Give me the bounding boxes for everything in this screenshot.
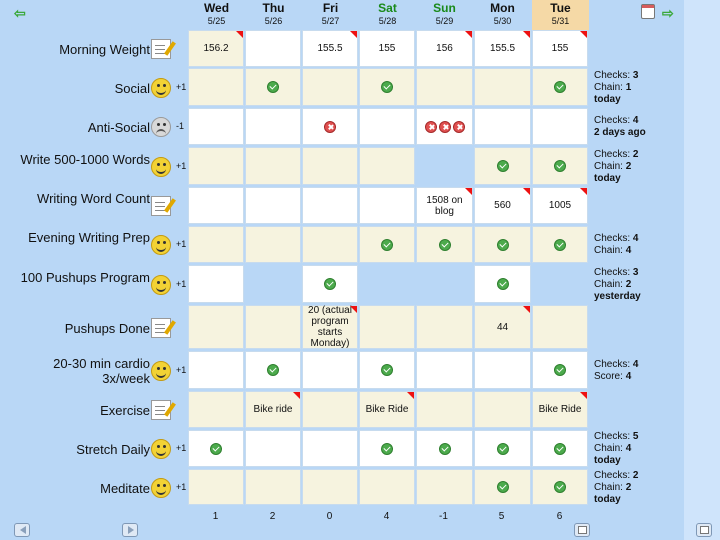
habit-cell[interactable]	[302, 430, 358, 467]
smiley-face-icon[interactable]	[151, 439, 171, 459]
stat-line	[594, 82, 638, 94]
habit-cell[interactable]	[188, 391, 244, 428]
habit-label[interactable]: Write 500-1000 Words	[20, 151, 150, 167]
habit-cell[interactable]	[188, 305, 244, 349]
stat-value: 3	[632, 266, 639, 278]
habit-cell[interactable]	[474, 187, 531, 224]
habit-cell[interactable]	[474, 265, 531, 303]
habit-cell[interactable]	[302, 68, 358, 106]
note-flag-icon	[350, 306, 357, 313]
day-header-sat	[359, 0, 416, 30]
stat-key: Chain:	[594, 81, 626, 93]
frown-face-icon[interactable]	[151, 117, 171, 137]
habit-cell[interactable]	[416, 265, 473, 303]
notepad-icon[interactable]	[151, 39, 171, 59]
check-icon	[324, 278, 336, 290]
habit-score: +1	[176, 278, 187, 289]
note-flag-icon	[407, 392, 414, 399]
habit-score: +1	[176, 239, 187, 249]
note-flag-icon	[523, 31, 530, 38]
habit-score: +1	[176, 481, 187, 492]
check-icon	[554, 81, 566, 93]
stat-key: Checks:	[594, 266, 633, 278]
habit-cell[interactable]	[188, 430, 244, 467]
stat-line	[594, 94, 638, 106]
stat-value: 4	[632, 358, 639, 370]
habit-cell[interactable]	[359, 351, 415, 389]
note-flag-icon	[580, 188, 587, 195]
cell-value: Bike Ride	[538, 404, 582, 415]
habit-cell[interactable]	[188, 226, 244, 263]
habit-cell[interactable]	[416, 68, 473, 106]
habit-cell[interactable]	[359, 68, 415, 106]
habit-label[interactable]: Evening Writing Prep	[28, 230, 150, 245]
x-mark-icon	[453, 121, 465, 133]
check-icon	[381, 239, 393, 251]
stat-line	[594, 494, 638, 506]
habit-cell[interactable]	[302, 147, 358, 185]
check-icon	[439, 239, 451, 251]
stat-line	[594, 291, 641, 303]
habit-score: +1	[176, 160, 187, 171]
day-total: -1	[439, 511, 448, 522]
habit-cell[interactable]	[359, 187, 415, 224]
stat-line	[594, 173, 638, 185]
stat-line	[594, 245, 638, 257]
day-date: 5/27	[321, 16, 340, 26]
stat-key: Checks:	[594, 69, 633, 81]
habit-label[interactable]: 20-30 min cardio 3x/week	[53, 355, 150, 386]
stat-value: 4	[632, 233, 639, 244]
day-header-fri	[302, 0, 359, 30]
habit-cell[interactable]	[474, 430, 531, 467]
stat-line	[594, 161, 638, 173]
smiley-face-icon[interactable]	[151, 157, 171, 177]
habit-cell[interactable]	[416, 430, 473, 467]
stat-value: yesterday	[594, 290, 641, 302]
day-header-thu	[245, 0, 302, 30]
stat-key: Chain:	[594, 481, 626, 493]
stat-line	[594, 115, 646, 127]
habit-cell[interactable]	[302, 469, 358, 505]
habit-cell[interactable]	[245, 187, 301, 224]
stat-line	[594, 233, 638, 245]
habit-cell[interactable]	[302, 226, 358, 263]
habit-cell[interactable]	[245, 30, 301, 67]
habit-cell[interactable]	[474, 305, 531, 349]
note-flag-icon	[293, 392, 300, 399]
habit-label[interactable]: Writing Word Count	[37, 191, 150, 206]
habit-cell[interactable]	[188, 265, 244, 303]
stat-line	[594, 482, 638, 494]
stat-value: today	[594, 93, 621, 105]
day-header-mon	[474, 0, 531, 30]
habit-cell[interactable]	[532, 265, 588, 303]
habit-label[interactable]: Morning Weight	[59, 42, 150, 57]
cell-value: 44	[496, 321, 509, 333]
habit-stats	[594, 233, 638, 257]
habit-cell[interactable]	[416, 351, 473, 389]
stat-value: 2	[625, 160, 632, 172]
smiley-face-icon[interactable]	[151, 478, 171, 498]
habit-cell[interactable]	[359, 30, 415, 67]
habit-cell[interactable]	[245, 351, 301, 389]
cell-value: 155.5	[489, 43, 516, 54]
habit-cell[interactable]	[188, 30, 244, 67]
x-mark-icon	[439, 121, 451, 133]
habit-score: +1	[176, 81, 187, 92]
habit-cell[interactable]	[188, 351, 244, 389]
cell-value: 1005	[548, 200, 572, 211]
check-icon	[497, 481, 509, 493]
habit-cell[interactable]	[474, 108, 531, 145]
stat-value: 4	[632, 115, 639, 126]
habit-cell[interactable]	[245, 469, 301, 505]
day-total: 4	[383, 511, 390, 522]
habit-label[interactable]: Anti-Social	[87, 120, 150, 135]
stat-value: 2	[625, 278, 632, 290]
habit-cell[interactable]	[188, 108, 244, 145]
stat-key: Chain:	[594, 443, 626, 454]
habit-cell[interactable]	[302, 391, 358, 428]
stat-key: Checks:	[594, 148, 633, 160]
day-name: Wed	[203, 1, 230, 15]
cell-value: 20 (actual program starts Monday)	[308, 305, 352, 349]
check-icon	[554, 481, 566, 493]
right-margin-panel	[684, 0, 720, 540]
smiley-face-icon[interactable]	[151, 275, 171, 295]
habit-cell[interactable]	[532, 108, 588, 145]
day-date: 5/30	[493, 16, 512, 26]
habit-cell[interactable]	[474, 469, 531, 505]
cell-value: Bike ride	[253, 404, 293, 415]
check-icon	[439, 443, 451, 455]
stat-key: Chain:	[594, 278, 626, 290]
habit-stats	[594, 149, 638, 185]
habit-cell[interactable]	[302, 187, 358, 224]
day-date: 5/28	[378, 16, 397, 26]
day-header-sun	[416, 0, 473, 30]
check-icon	[497, 160, 509, 172]
day-date: 5/29	[435, 16, 454, 26]
day-header-tue	[532, 0, 589, 30]
habit-cell[interactable]	[245, 265, 301, 303]
habit-label[interactable]: Pushups Done	[64, 320, 150, 336]
stat-key: Checks:	[594, 431, 633, 442]
habit-cell[interactable]	[188, 68, 244, 106]
scroll-left-button[interactable]	[14, 523, 30, 537]
smiley-face-icon[interactable]	[151, 361, 171, 381]
habit-cell[interactable]	[245, 147, 301, 185]
day-total: 0	[326, 511, 333, 522]
note-flag-icon	[523, 306, 530, 313]
check-icon	[497, 443, 509, 455]
habit-cell[interactable]	[359, 108, 415, 145]
stat-line	[594, 127, 646, 139]
x-mark-icon	[324, 121, 336, 133]
habit-cell[interactable]	[245, 68, 301, 106]
stat-value: 4	[625, 370, 632, 382]
day-date: 5/31	[551, 16, 570, 26]
habit-cell[interactable]	[532, 391, 588, 428]
day-header-wed	[188, 0, 245, 30]
check-icon	[554, 364, 566, 376]
habit-score: +1	[176, 443, 187, 453]
stat-key: Checks:	[594, 115, 633, 126]
stat-key: Chain:	[594, 160, 626, 172]
habit-cell[interactable]	[245, 305, 301, 349]
habit-cell[interactable]	[359, 391, 415, 428]
cell-value: 155	[378, 43, 396, 54]
habit-stats	[594, 70, 638, 106]
habit-cell[interactable]	[532, 305, 588, 349]
check-icon	[554, 239, 566, 251]
habit-cell[interactable]	[302, 305, 358, 349]
x-mark-icon	[425, 121, 437, 133]
day-total: 1	[212, 511, 219, 522]
stat-value: 2	[632, 148, 639, 160]
previous-week-arrow-icon[interactable]: ⇦	[14, 5, 26, 21]
check-icon	[210, 443, 222, 455]
habit-cell[interactable]	[302, 265, 358, 303]
smiley-face-icon[interactable]	[151, 78, 171, 98]
cell-value: 155.5	[317, 43, 343, 54]
stat-value: 3	[632, 69, 639, 81]
cell-value: 155	[551, 43, 569, 54]
calendar-icon[interactable]	[641, 4, 655, 19]
stat-key: Checks:	[594, 358, 633, 370]
habit-cell[interactable]	[474, 30, 531, 67]
habit-cell[interactable]	[532, 430, 588, 467]
habit-label[interactable]: Social	[114, 80, 150, 96]
stat-value: today	[594, 493, 621, 505]
stat-value: today	[594, 172, 621, 184]
note-flag-icon	[465, 188, 472, 195]
next-week-arrow-icon[interactable]: ⇨	[662, 5, 674, 21]
habit-cell[interactable]	[416, 469, 473, 505]
habit-cell[interactable]	[416, 226, 473, 263]
stat-value: 1	[625, 81, 632, 93]
habit-cell[interactable]	[416, 187, 473, 224]
habit-cell[interactable]	[359, 265, 415, 303]
habit-cell[interactable]	[416, 108, 473, 145]
habit-cell[interactable]	[532, 226, 588, 263]
day-date: 5/25	[207, 16, 226, 26]
stat-line	[594, 279, 641, 291]
check-icon	[381, 81, 393, 93]
day-total: 5	[498, 511, 505, 522]
habit-cell[interactable]	[359, 469, 415, 505]
resize-button[interactable]	[696, 523, 712, 537]
habit-cell[interactable]	[245, 226, 301, 263]
note-flag-icon	[236, 31, 243, 38]
habit-cell[interactable]	[532, 30, 588, 67]
check-icon	[267, 81, 279, 93]
stat-value: 2	[625, 481, 632, 493]
habit-cell[interactable]	[245, 391, 301, 428]
habit-cell[interactable]	[188, 187, 244, 224]
day-total: 2	[269, 511, 276, 522]
stat-key: Chain:	[594, 245, 626, 256]
check-icon	[381, 443, 393, 455]
habit-cell[interactable]	[532, 147, 588, 185]
habit-cell[interactable]	[302, 30, 358, 67]
habit-cell[interactable]	[474, 147, 531, 185]
stat-line	[594, 371, 638, 383]
habit-cell[interactable]	[474, 68, 531, 106]
stat-value: 4	[625, 443, 632, 454]
day-name: Sat	[378, 1, 397, 15]
habit-cell[interactable]	[532, 469, 588, 505]
day-total: 6	[556, 511, 563, 522]
habit-score: -1	[176, 121, 185, 131]
cell-value: 1508 on blog	[426, 194, 463, 217]
check-icon	[497, 278, 509, 290]
day-name: Fri	[322, 1, 339, 15]
note-flag-icon	[580, 392, 587, 399]
habit-cell[interactable]	[532, 187, 588, 224]
stat-key: Checks:	[594, 469, 633, 481]
habit-cell[interactable]	[302, 351, 358, 389]
habit-cell[interactable]	[245, 430, 301, 467]
check-icon	[381, 364, 393, 376]
check-icon	[554, 160, 566, 172]
habit-label[interactable]: Stretch Daily	[76, 442, 150, 457]
habit-cell[interactable]	[416, 147, 473, 185]
note-flag-icon	[580, 31, 587, 38]
notepad-icon[interactable]	[151, 400, 171, 420]
habit-cell[interactable]	[416, 30, 473, 67]
habit-cell[interactable]	[474, 351, 531, 389]
notepad-icon[interactable]	[151, 196, 171, 216]
stat-value: 5	[632, 431, 639, 442]
stat-line	[594, 443, 638, 455]
stat-key: Score:	[594, 370, 626, 382]
habit-cell[interactable]	[532, 68, 588, 106]
stat-value: 4	[625, 245, 632, 256]
day-name: Sun	[433, 1, 456, 15]
day-name: Mon	[490, 1, 515, 15]
check-icon	[554, 443, 566, 455]
stat-value: 2 days ago	[594, 127, 646, 138]
habit-label[interactable]: 100 Pushups Program	[20, 269, 150, 285]
stat-line	[594, 267, 641, 279]
habit-stats	[594, 267, 641, 303]
scroll-right-button[interactable]	[122, 523, 138, 537]
habit-cell[interactable]	[359, 147, 415, 185]
stat-value: today	[594, 455, 621, 466]
note-flag-icon	[465, 31, 472, 38]
habit-cell[interactable]	[474, 226, 531, 263]
habit-cell[interactable]	[359, 226, 415, 263]
habit-cell[interactable]	[188, 469, 244, 505]
stat-line	[594, 431, 638, 443]
cell-value: 560	[494, 200, 511, 211]
habit-stats	[594, 470, 638, 506]
habit-label[interactable]: Exercise	[100, 403, 150, 418]
stat-line	[594, 359, 638, 371]
toggle-view-button[interactable]	[574, 523, 590, 537]
stat-line	[594, 70, 638, 82]
habit-cell[interactable]	[416, 391, 473, 428]
habit-cell[interactable]	[188, 147, 244, 185]
day-date: 5/26	[264, 16, 283, 26]
habit-cell[interactable]	[359, 305, 415, 349]
habit-stats	[594, 359, 638, 383]
cell-value: 156.2	[203, 43, 229, 54]
habit-label[interactable]: Meditate	[100, 480, 150, 496]
habit-cell[interactable]	[359, 430, 415, 467]
habit-cell[interactable]	[532, 351, 588, 389]
habit-cell[interactable]	[416, 305, 473, 349]
cell-value: Bike Ride	[365, 404, 409, 415]
habit-cell[interactable]	[245, 108, 301, 145]
notepad-icon[interactable]	[151, 318, 171, 338]
check-icon	[497, 239, 509, 251]
stat-line	[594, 470, 638, 482]
smiley-face-icon[interactable]	[151, 235, 171, 255]
stat-line	[594, 149, 638, 161]
habit-score: +1	[176, 364, 187, 375]
day-name: Tue	[550, 1, 571, 15]
stat-line	[594, 455, 638, 467]
day-name: Thu	[262, 1, 285, 15]
note-flag-icon	[523, 188, 530, 195]
habit-stats	[594, 431, 638, 467]
habit-cell[interactable]	[474, 391, 531, 428]
stat-key: Checks:	[594, 233, 633, 244]
stat-value: 2	[632, 469, 639, 481]
habit-stats	[594, 115, 646, 139]
note-flag-icon	[350, 31, 357, 38]
habit-cell[interactable]	[302, 108, 358, 145]
check-icon	[267, 364, 279, 376]
cell-value: 156	[436, 43, 453, 54]
